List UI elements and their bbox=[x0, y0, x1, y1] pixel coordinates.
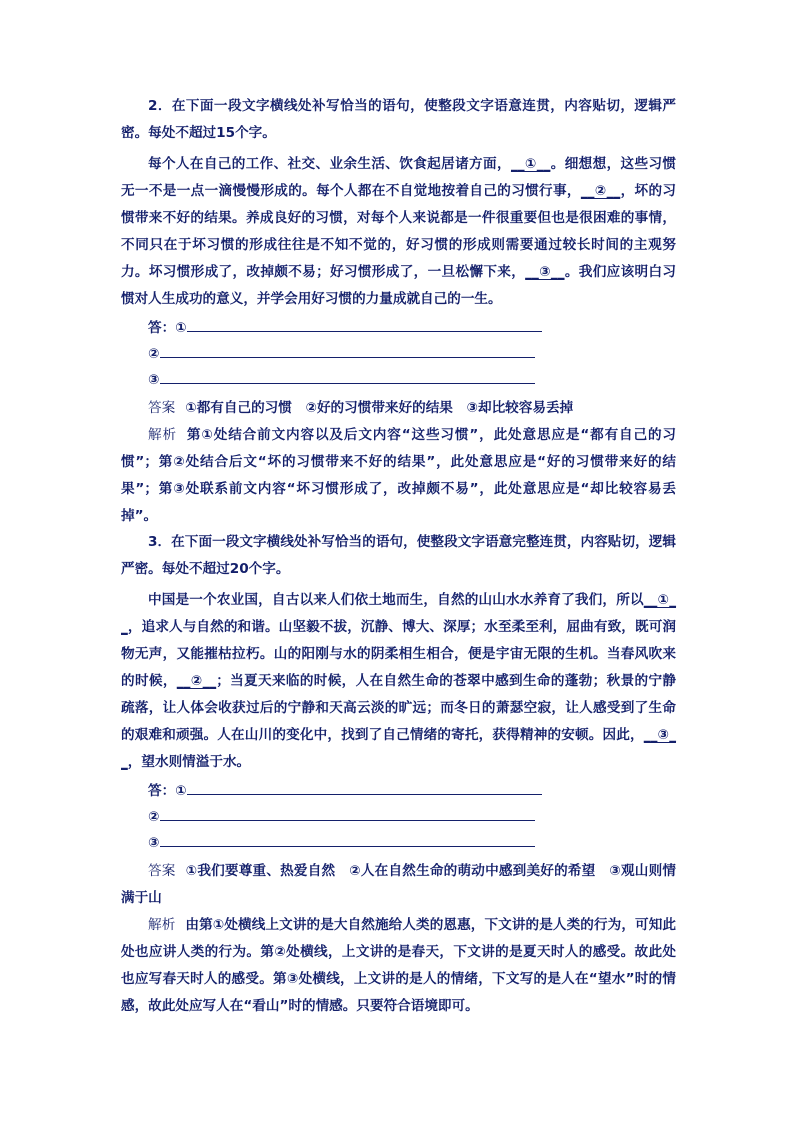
passage-text: 。细想想，这些习惯无一不是一点一滴慢慢形成的。每个人都在不自觉地按着自己的习惯行事， bbox=[121, 156, 677, 199]
answer-prompt: 答：① bbox=[148, 320, 187, 336]
blank-2: __②__ bbox=[580, 183, 621, 199]
answer-line-1 bbox=[121, 778, 676, 804]
answer-line-2 bbox=[121, 804, 676, 830]
answer-rule bbox=[187, 778, 542, 795]
question-3-passage bbox=[121, 587, 676, 776]
passage-text: 中国是一个农业国，自古以来人们依土地而生，自然的山山水水养育了我们，所以 bbox=[148, 592, 644, 608]
analysis-text: 由第①处横线上文讲的是大自然施给人类的恩惠，下文讲的是人类的行为，可知此处也应讲人类的行为。第②处横线，上文讲的是春天，下文讲的是夏天时人的感受。故此处也应写春天时人的感受。第③处横线，上文讲的是人的情绪，下文写的是人在“望水”时的情感，故此处应写人在“看山”时的情感。只要符合语境即可。 bbox=[121, 917, 677, 1014]
passage-text: 。我们应该明白习惯对人生成功的意义，并学会用好习惯的力量成就自己的一生。 bbox=[121, 264, 677, 307]
question-3-analysis bbox=[121, 912, 676, 1020]
answer-prompt: 答：① bbox=[148, 783, 187, 799]
answer-line-2 bbox=[121, 341, 676, 367]
answer-rule bbox=[187, 315, 542, 332]
answer-text: ①都有自己的习惯 ②好的习惯带来好的结果 ③却比较容易丢掉 bbox=[185, 400, 574, 416]
answer-rule bbox=[160, 804, 535, 821]
answer-rule bbox=[160, 367, 535, 384]
passage-text: ，追求人与自然的和谐。山坚毅不拔，沉静、博大、深厚；水至柔至利，屈曲有致，既可润物无声，又能摧枯拉朽。山的阳刚与水的阴柔相生相合，便是宇宙无限的生机。当春风吹来的时候， bbox=[121, 619, 676, 689]
blank-3: __③__ bbox=[121, 727, 676, 770]
question-2-stem: 2．在下面一段文字横线处补写恰当的语句，使整段文字语意连贯，内容贴切，逻辑严密。每处不超过15个字。 bbox=[121, 98, 676, 141]
passage-text: ，坏的习惯带来不好的结果。养成良好的习惯，对每个人来说都是一件很重要但也是很困难的事情，不同只在于坏习惯的形成往往是不知不觉的，好习惯的形成则需要通过较长时间的主观努力。坏习惯形成了，改掉颇不易；好习惯形成了，一旦松懈下来， bbox=[121, 183, 677, 280]
blank-3: __③__ bbox=[525, 264, 565, 280]
question-2-answer bbox=[121, 395, 676, 422]
answer-label: 答案 bbox=[148, 400, 176, 416]
answer-rule bbox=[160, 341, 535, 358]
passage-text: 每个人在自己的工作、社交、业余生活、饮食起居诸方面， bbox=[148, 156, 511, 172]
answer-line-3 bbox=[121, 367, 676, 393]
blank-label: ③ bbox=[148, 835, 160, 851]
blank-1: __①__ bbox=[121, 592, 677, 635]
analysis-label: 解析 bbox=[148, 427, 177, 443]
passage-text: ，望水则情溢于水。 bbox=[127, 754, 251, 770]
answer-text: ①我们要尊重、热爱自然 ②人在自然生命的萌动中感到美好的希望 ③观山则情满于山 bbox=[121, 863, 677, 906]
passage-text: ；当夏天来临的时候，人在自然生命的苍翠中感到生命的蓬勃；秋景的宁静疏落，让人体会收获过后的宁静和天高云淡的旷远；而冬日的萧瑟空寂，让人感受到了生命的艰难和顽强。人在山川的变化中，找到了自己情绪的寄托，获得精神的安顿。因此， bbox=[121, 673, 677, 743]
question-3-stem: 3．在下面一段文字横线处补写恰当的语句，使整段文字语意完整连贯，内容贴切，逻辑严密。每处不超过20个字。 bbox=[121, 534, 676, 577]
blank-1: __①__ bbox=[510, 156, 551, 172]
blank-label: ② bbox=[148, 346, 160, 362]
question-3-answer bbox=[121, 858, 676, 912]
blank-label: ② bbox=[148, 809, 160, 825]
question-2-analysis bbox=[121, 422, 676, 530]
answer-line-1 bbox=[121, 315, 676, 341]
question-2-passage bbox=[121, 151, 676, 313]
blank-2: __②__ bbox=[176, 673, 217, 689]
answer-rule bbox=[160, 830, 535, 847]
analysis-label: 解析 bbox=[148, 917, 176, 933]
analysis-text: 第①处结合前文内容以及后文内容“这些习惯”，此处意思应是“都有自己的习惯”；第②处结合后文“坏的习惯带来不好的结果”，此处意思应是“好的习惯带来好的结果”；第③处联系前文内容“坏习惯形成了，改掉颇不易”，此处意思应是“却比较容易丢掉”。 bbox=[121, 427, 677, 524]
answer-line-3 bbox=[121, 830, 676, 856]
answer-label: 答案 bbox=[148, 863, 176, 879]
question-2 bbox=[121, 93, 676, 530]
question-3 bbox=[121, 529, 676, 1020]
blank-label: ③ bbox=[148, 372, 160, 388]
